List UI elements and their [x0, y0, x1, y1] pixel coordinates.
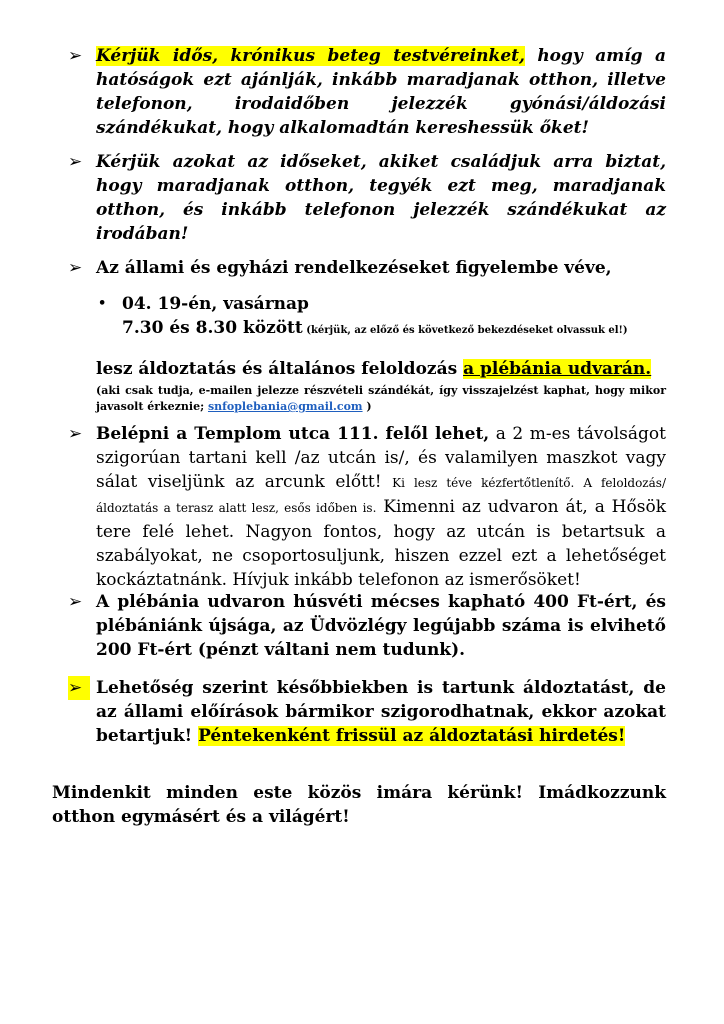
arrow-bullet-icon: ➢ [68, 424, 83, 444]
entry-text-1: a 2 m-es távolságot szigorúan tartani kell /az utcán is/, és valamilyen maszkot vagy sálat viseljünk az arcunk előtt! [96, 424, 666, 492]
notice-item-communion [68, 256, 666, 415]
arrow-bullet-icon: ➢ [68, 258, 83, 278]
time-line: 7.30 és 8.30 között [122, 318, 303, 338]
arrow-bullet-icon: ➢ [68, 152, 83, 172]
notice-item-candles [68, 590, 666, 662]
item-text: Az állami és egyházi rendelkezéseket figyelembe véve, [96, 258, 612, 278]
closing-text: Mindenkit minden este közös imára kérünk! Imádkozzunk otthon egymásért és a világért! [52, 783, 666, 827]
item-text: Kérjük azokat az időseket, akiket családjuk arra biztat, hogy maradjanak otthon, tegyék ezt meg, maradjanak otthon, és inkább telefonon jelezzék szándékukat az irodában! [96, 152, 666, 244]
notice-item-future [68, 676, 666, 748]
email-link[interactable]: snfoplebania@gmail.com [207, 400, 363, 413]
notice-item-families [68, 150, 666, 246]
email-note: (aki csak tudja, e-mailen jelezze részvételi szándékát, így visszajelzést kaphat, hogy mikor javasolt érkeznie; [96, 384, 666, 413]
arrow-bullet-icon: ➢ [68, 46, 83, 66]
highlighted-text: Péntekenként frissül az áldoztatási hirdetés! [198, 726, 626, 746]
item-text: A plébánia udvaron húsvéti mécses kapható 400 Ft-ért, és plébániánk újsága, az Üdvözlégy legújabb száma is elvihető 200 Ft-ért (pénzt váltani nem tudunk). [96, 592, 666, 660]
date-bullet [96, 292, 666, 343]
entry-text-2: Kimenni az udvaron át, a Hősök tere felé lehet. Nagyon fontos, hogy az utcán is betartsuk a szabályokat, ne csoportosuljunk, hiszen ezzel ezt a lehetőséget kockáztatnánk. Hívjuk inkább telefonon az ismerősöket! [96, 497, 667, 590]
time-note: (kérjük, az előző és következő bekezdéseket olvassuk el!) [302, 325, 628, 336]
notice-item-entry [68, 422, 666, 592]
entry-text-small: Ki lesz téve kézfertőtlenítő. A feloldozás/ áldoztatás a terasz alatt lesz, esős időben is. [96, 476, 666, 515]
date-line: 04. 19-én, vasárnap [122, 294, 309, 314]
item-text: hogy amíg a hatóságok ezt ajánlják, inkább maradjanak otthon, illetve telefonon, irodaidőben jelezzék gyónási/áldozási szándékukat, hogy alkalomadtán kereshessük őket! [96, 46, 666, 138]
entry-bold: Belépni a Templom utca 111. felől lehet, [96, 424, 490, 444]
email-note-end: ) [362, 400, 372, 413]
location-text: lesz áldoztatás és általános feloldozás [96, 359, 464, 379]
location-highlight: a plébánia udvarán. [463, 359, 652, 379]
highlighted-text: Kérjük idős, krónikus beteg testvéreinket, [96, 46, 525, 66]
item-text: Lehetőség szerint későbbiekben is tartunk áldoztatást, de az állami előírások bármikor szigorodhatnak, ekkor azokat betartjuk! [96, 678, 666, 746]
arrow-bullet-icon: ➢ [68, 676, 90, 700]
arrow-bullet-icon: ➢ [68, 592, 83, 612]
notice-item-elderly [68, 44, 666, 140]
bullet-dot-icon: • [98, 296, 107, 311]
